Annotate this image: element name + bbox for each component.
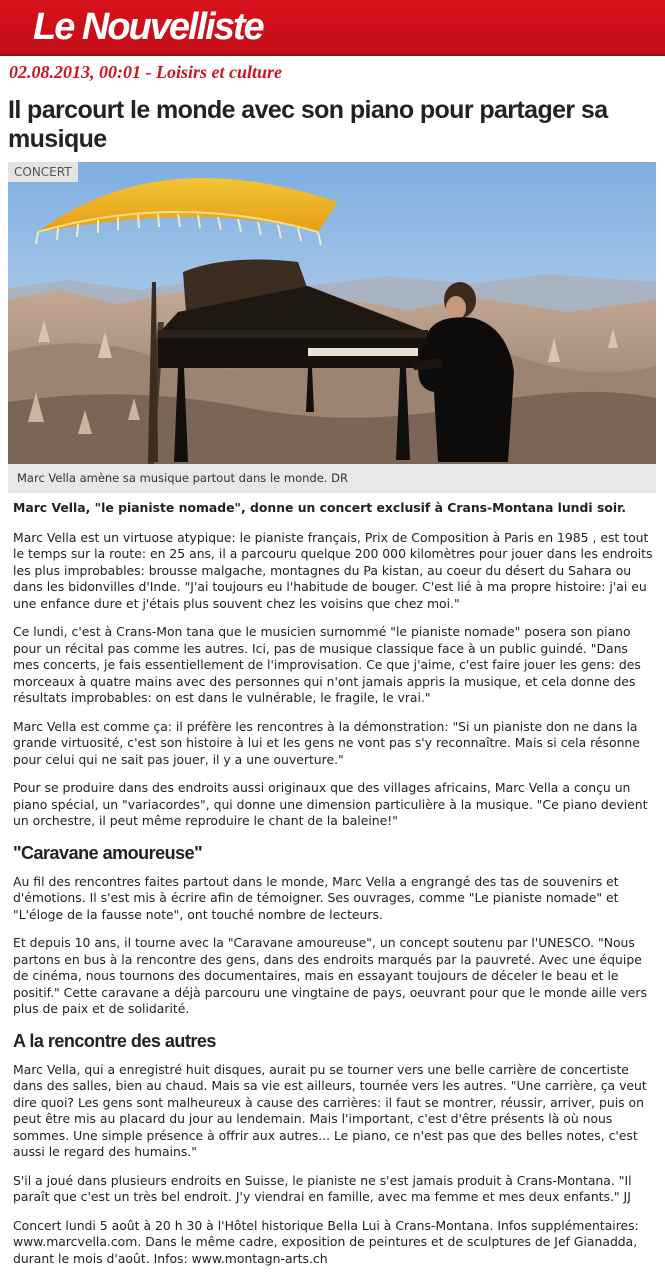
article-title: Il parcourt le monde avec son piano pour partager sa musique xyxy=(8,96,608,153)
subheading-rencontre: A la rencontre des autres xyxy=(13,1030,216,1051)
article-body xyxy=(13,500,656,1279)
article-photo xyxy=(8,162,656,464)
paragraph: S'il a joué dans plusieurs endroits en Suisse, le pianiste ne s'est jamais produit à Crans-Montana. "Il paraît que c'est un très bel endroit. J'y viendrai en famille, avec ma femme et mes deux enfants." JJ xyxy=(13,1172,632,1204)
paragraph: Au fil des rencontres faites partout dans le monde, Marc Vella a engrangé des tas de souvenirs et d'émotions. Il s'est mis à écrire afin de témoigner. Ses ouvrages, comme "Le pianiste nomade" et "L'éloge de la fausse note", ont touché nombre de lecteurs. xyxy=(13,873,619,922)
article-lead: Marc Vella, "le pianiste nomade", donne un concert exclusif à Crans-Montana lundi soir. xyxy=(13,500,627,515)
dateline: 02.08.2013, 00:01 - Loisirs et culture xyxy=(9,62,282,82)
caption-bar xyxy=(8,464,656,493)
paragraph: Ce lundi, c'est à Crans-Mon tana que le musicien surnommé "le pianiste nomade" posera son piano pour un récital pas comme les autres. Ici, pas de musique classique face à un public guindé. "Dans mes concerts, je fais essentiellement de l'improvisation. Ce que j'aime, c'est faire jouer les gens: des morceaux à quatre mains avec des personnes qui n'ont jamais appris la musique, et cela donne des résultats improbables: on est dans le vulnérable, le fragile, le vrai." xyxy=(13,624,641,705)
masthead xyxy=(0,0,665,56)
piano-landscape-illustration xyxy=(8,162,656,464)
paragraph: Pour se produire dans des endroits aussi originaux que des villages africains, Marc Vella a conçu un piano spécial, un "variacordes", qui donne une dimension particulière à la musique. "Ce piano devient un orchestre, il peut même reproduire le chant de la baleine!" xyxy=(13,780,648,828)
paragraph: Marc Vella est comme ça: il préfère les rencontres à la démonstration: "Si un pianiste don ne dans la grande virtuosité, c'est son histoire à lui et les gens ne vont pas s'y reconnaître. Mais si cela résonne pour celui qui ne sait pas jouer, il y a une ouverture." xyxy=(13,718,640,767)
paragraph: Marc Vella, qui a enregistré huit disques, aurait pu se tourner vers une belle carrière de concertiste dans des salles, bien au chaud. Mais sa vie est ailleurs, tournée vers les autres. "Une carrière, ça veut dire quoi? Les gens sont malheureux à cause des carrières: il faut se montrer, réussir, arriver, puis on peut être mis au placard du jour au lendemain. Mais l'important, c'est d'être présents là où nous sommes. Une simple présence à offrir aux autres... Le piano, ce n'est pas que des belles notes, c'est aussi le regard des humains." xyxy=(13,1061,647,1159)
paragraph: Concert lundi 5 août à 20 h 30 à l'Hôtel historique Bella Lui à Crans-Montana. Infos supplémentaires: www.marcvella.com. Dans le même cadre, exposition de peintures et de sculptures de Jef Gianadda, durant le mois d'août. Infos: www.montagn-arts.ch xyxy=(13,1217,639,1266)
paragraph: Et depuis 10 ans, il tourne avec la "Caravane amoureuse", un concept soutenu par l'UNESCO. "Nous partons en bus à la rencontre des gens, dans des endroits marqués par la pauvreté. Avec une équipe de cinéma, nous tournons des documentaires, mais en essayant toujours de déceler le beau et le positif." Cette caravane a déjà parcouru une vingtaine de pays, oeuvrant pour que le monde aille vers plus de paix et de solidarité. xyxy=(13,935,647,1016)
category-tag: CONCERT xyxy=(8,162,78,182)
subheading-caravane: "Caravane amoureuse" xyxy=(13,842,203,863)
site-logo[interactable]: Le Nouvelliste xyxy=(33,6,263,48)
image-caption: Marc Vella amène sa musique partout dans le monde. DR xyxy=(17,471,348,485)
paragraph: Marc Vella est un virtuose atypique: le pianiste français, Prix de Composition à Paris en 1985 , est tout le temps sur la route: en 25 ans, il a parcouru quelque 200 000 kilomètres pour jouer dans les endroits les plus improbables: brousse malgache, montagnes du Pa kistan, au coeur du désert du Sahara ou dans les bidonvilles d'Inde. "J'ai toujours eu l'habitude de bouger. C'est lié à ma propre histoire: j'ai eu une enfance dure et j'étais plus souvent chez les voisins que chez moi." xyxy=(13,529,653,611)
